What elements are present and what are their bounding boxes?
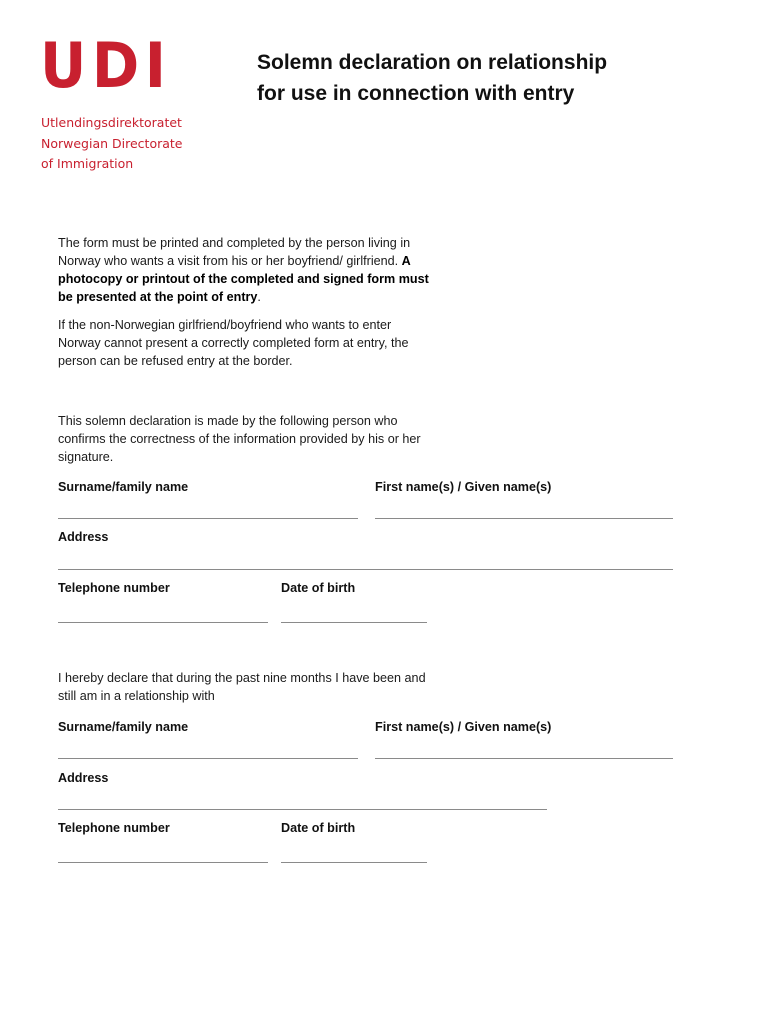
declarant-surname-field[interactable]: [58, 518, 358, 519]
partner-intro: I hereby declare that during the past nine months I have been and still am in a relationship with: [58, 671, 426, 703]
partner-dob-label: Date of birth: [281, 821, 356, 835]
refusal-warning-paragraph: If the non-Norwegian girlfriend/boyfriend who wants to enter Norway cannot present a correctly completed form at entry, the person can be refused entry at the border.: [58, 318, 409, 368]
partner-first-name-field[interactable]: [375, 758, 673, 759]
instructions-end: .: [257, 290, 261, 304]
partner-address-label: Address: [58, 771, 109, 785]
declarant-telephone-label: Telephone number: [58, 581, 170, 595]
instructions-paragraph: [58, 234, 430, 306]
partner-telephone-label: Telephone number: [58, 821, 170, 835]
partner-dob-field[interactable]: [281, 862, 427, 863]
instructions-emphasis: A photocopy or printout of the completed and signed form must be presented at the point of entry: [58, 254, 429, 304]
title-line-2: for use in connection with entry: [257, 82, 575, 105]
partner-first-name-label: First name(s) / Given name(s): [375, 720, 552, 734]
org-line-3: of Immigration: [41, 156, 134, 171]
declarant-address-field[interactable]: [58, 569, 673, 570]
declarant-dob-label: Date of birth: [281, 581, 356, 595]
declarant-intro: This solemn declaration is made by the following person who confirms the correctness of the information provided by his or her signature.: [58, 414, 421, 464]
page-title: [257, 47, 677, 109]
partner-address-field[interactable]: [58, 809, 547, 810]
partner-surname-label: Surname/family name: [58, 720, 189, 734]
declarant-first-name-label: First name(s) / Given name(s): [375, 480, 552, 494]
udi-logo: UDI: [40, 29, 172, 102]
title-line-1: Solemn declaration on relationship: [257, 51, 608, 74]
declarant-surname-label: Surname/family name: [58, 480, 189, 494]
declarant-address-label: Address: [58, 530, 109, 544]
partner-surname-field[interactable]: [58, 758, 358, 759]
org-line-2: Norwegian Directorate: [41, 135, 183, 151]
declarant-dob-field[interactable]: [281, 622, 427, 623]
declarant-first-name-field[interactable]: [375, 518, 673, 519]
org-line-1: Utlendingsdirektoratet: [41, 115, 182, 130]
instructions-text: The form must be printed and completed by the person living in Norway who wants a visit from his or her boyfriend/ girlfriend.: [58, 236, 411, 268]
organization-name: [41, 113, 182, 175]
declarant-telephone-field[interactable]: [58, 622, 268, 623]
partner-telephone-field[interactable]: [58, 862, 268, 863]
